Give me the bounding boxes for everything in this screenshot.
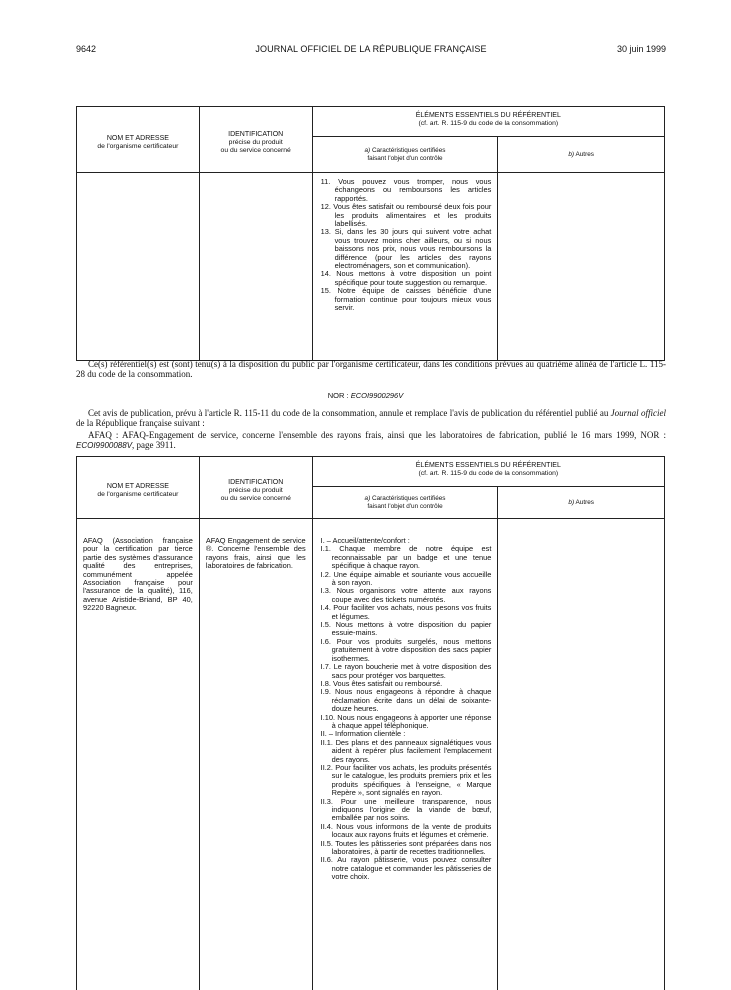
identification-text: AFAQ Engagement de service ®. Concerne l'ensemble des rayons frais, ainsi que les laboratoires de fabrication. [205,536,306,571]
header-identification: IDENTIFICATION précise du produit ou du service concerné [199,107,312,173]
list-item: I.3. Nous organisons votre attente aux rayons coupe avec des tickets numérotés. [320,586,492,604]
paragraph-avis: Cet avis de publication, prévu à l'article R. 115-11 du code de la consommation, annule et remplace l'avis de publication du référentiel publié au Journal officiel de la République française suivant : [76,408,666,429]
criteria-list-2 [312,519,498,990]
list-item: I.1. Chaque membre de notre équipe est reconnaissable par un badge et une tenue spécifique à chaque rayon. [320,544,492,571]
list-item: 13. Si, dans les 30 jours qui suivent votre achat vous trouvez moins cher ailleurs, ou si nous baissons nos prix, nous vous remboursons la différence (pour les articles des rayons electroménagers, son et communication). [320,227,492,271]
list-item: 15. Notre équipe de caisses bénéficie d'une formation continue pour toujours mieux vous servir. [320,286,492,313]
list-item: I.6. Pour vos produits surgelés, nous mettons gratuitement à votre disposition des sacs papier isothermes. [320,636,492,663]
list-item: 11. Vous pouvez vous tromper, nous vous échangeons ou remboursons les articles rapportés. [320,177,492,203]
criteria-list-1 [312,173,498,361]
list-item: I.9. Nous nous engageons à répondre à chaque réclamation écrite dans un délai de soixante-douze heures. [320,687,492,714]
list-item: I.8. Vous êtes satisfait ou remboursé. [320,678,443,688]
autres-cell-empty [498,519,665,990]
autres-cell-empty [498,173,665,361]
header-nom-adresse: NOM ET ADRESSE de l'organisme certificateur [77,457,200,519]
list-item: II.3. Pour une meilleure transparence, nous indiquons l'origine de la viande de bœuf, emballée par nos soins. [320,796,492,823]
list-item: I. – Accueil/attente/confort : [320,536,410,545]
journal-title: JOURNAL OFFICIEL DE LA RÉPUBLIQUE FRANÇAISE [255,44,487,54]
publication-date: 30 juin 1999 [616,44,666,54]
list-item: I.2. Une équipe aimable et souriante vous accueille à son rayon. [320,569,492,588]
paragraph-afaq: AFAQ : AFAQ-Engagement de service, concerne l'ensemble des rayons frais, ainsi que les laboratoires de fabrication, publié le 16 mars 1999, NOR : ECOI9900088V, page 3911. [76,430,666,451]
list-item: II. – Information clientèle : [320,729,406,739]
list-item: I.7. Le rayon boucherie met à votre disposition des sacs pour protéger vos barquettes. [320,662,492,680]
list-item: I.10. Nous nous engageons à apporter une réponse à chaque appel téléphonique. [320,712,492,730]
ident-cell-empty [199,173,312,361]
organisme-cell [77,519,200,990]
list-item: I.4. Pour faciliter vos achats, nous pesons vos fruits et légumes. [320,603,492,621]
header-col-b: b) Autres [498,137,665,173]
paragraph-disposition: Ce(s) référentiel(s) est (sont) tenu(s) à la disposition du public par l'organisme certificateur, dans les conditions prévues au quatrième alinéa de l'article L. 115-28 du code de la consommation. [76,359,666,380]
header-col-a: a) Caractéristiques certifiées faisant l'objet d'un contrôle [312,137,498,173]
list-item: 14. Nous mettons à votre disposition un point spécifique pour toute suggestion ou remarque. [320,269,492,287]
list-item: I.5. Nous mettons à votre disposition du papier essuie-mains. [320,620,492,638]
list-item: II.6. Au rayon pâtisserie, vous pouvez consulter notre catalogue et commander les pâtisseries de votre choix. [320,855,492,882]
header-elements-essentiels: ÉLÉMENTS ESSENTIELS DU RÉFÉRENTIEL (cf. art. R. 115-9 du code de la consommation) [312,457,664,487]
list-item: II.2. Pour faciliter vos achats, les produits présentés sur le catalogue, les produits premiers prix et les produits spécifiques à l'enseigne, « Marque Repère », sont signalés en rayon. [320,762,492,798]
header-elements-essentiels: ÉLÉMENTS ESSENTIELS DU RÉFÉRENTIEL (cf. art. R. 115-9 du code de la consommation) [312,107,664,137]
referentiel-table-1 [76,106,665,361]
org-cell-empty [77,173,200,361]
page-number: 9642 [76,44,97,54]
identification-cell [199,519,312,990]
list-item: II.1. Des plans et des panneaux signalétiques vous aident à repérer plus facilement l'emplacement des rayons. [320,737,492,764]
header-nom-adresse: NOM ET ADRESSE de l'organisme certificateur [77,107,200,173]
header-col-b: b) Autres [498,487,665,519]
referentiel-table-2 [76,456,665,990]
page-header [76,44,666,58]
list-item: II.5. Toutes les pâtisseries sont préparées dans nos laboratoires, à partir de recettes traditionnelles. [320,838,492,857]
header-identification: IDENTIFICATION précise du produit ou du service concerné [199,457,312,519]
organisme-text: AFAQ (Association française pour la certification par tierce partie des systèmes d'assurance qualité des entreprises, communément appelée Association française pour l'assurance de la qualité), 116, avenue Aristide-Briand, BP 40, 92220 Bagneux. [83,536,193,613]
header-col-a: a) Caractéristiques certifiées faisant l'objet d'un contrôle [312,487,498,519]
nor-reference: NOR : ECOI9900296V [327,391,404,400]
list-item: 12. Vous êtes satisfait ou remboursé deux fois pour les produits alimentaires et les produits labellisés. [320,202,492,229]
list-item: II.4. Nous vous informons de la vente de produits locaux aux rayons fruits et légumes et crèmerie. [320,821,492,840]
